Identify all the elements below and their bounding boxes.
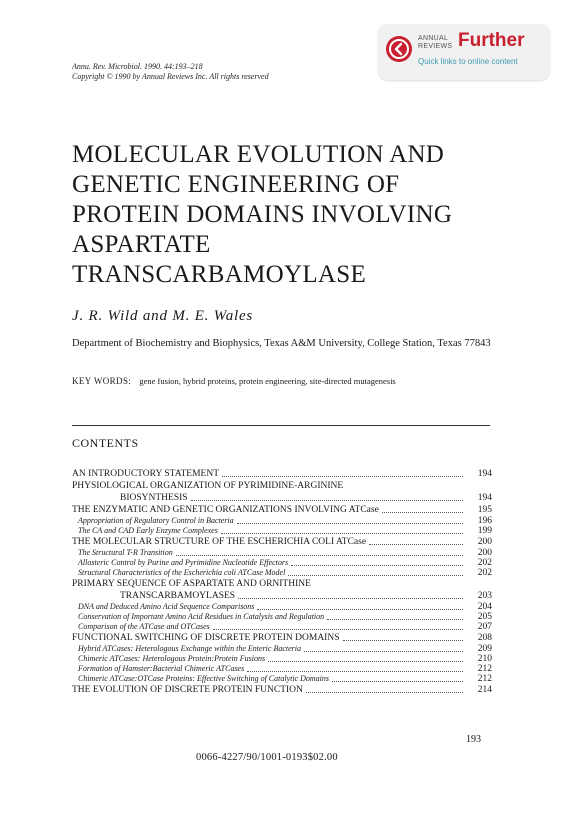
toc-leader-dots [306, 687, 463, 694]
toc-subsection-entry[interactable] [72, 644, 492, 654]
toc-subsection-entry[interactable] [72, 516, 492, 526]
toc-leader-dots [213, 624, 463, 630]
toc-subsection-entry[interactable] [72, 654, 492, 664]
toc-subsection-entry[interactable] [72, 548, 492, 558]
article-price-code: 0066-4227/90/1001-0193$02.00 [196, 752, 338, 763]
toc-entry-title: THE EVOLUTION OF DISCRETE PROTEIN FUNCTION [72, 685, 303, 695]
toc-section-entry[interactable] [72, 504, 492, 516]
page-number: 193 [466, 734, 481, 745]
key-words-label: KEY WORDS: [72, 376, 132, 386]
toc-page-number: 194 [477, 469, 492, 479]
toc-entry-title: PRIMARY SEQUENCE OF ASPARTATE AND ORNITHINE [72, 579, 311, 589]
toc-page-number: 200 [477, 537, 492, 547]
section-divider [72, 425, 490, 426]
article-title [72, 140, 502, 290]
toc-page-number: 212 [477, 674, 492, 684]
toc-leader-dots [221, 528, 463, 534]
table-of-contents [72, 468, 492, 696]
toc-subsection-entry[interactable] [72, 674, 492, 684]
toc-entry-title: Chimeric ATCase:OTCase Proteins: Effective Switching of Catalytic Domains [78, 674, 330, 683]
toc-entry-title: The CA and CAD Early Enzyme Complexes [78, 526, 218, 535]
toc-leader-dots [268, 656, 463, 662]
title-line: PROTEIN DOMAINS INVOLVING [72, 201, 453, 228]
toc-leader-dots [176, 550, 463, 556]
toc-leader-dots [369, 539, 463, 546]
toc-leader-dots [237, 518, 463, 524]
toc-subsection-entry[interactable] [72, 558, 492, 568]
toc-section-entry[interactable] [72, 492, 492, 504]
toc-section-entry[interactable] [72, 632, 492, 644]
toc-entry-title: DNA and Deduced Amino Acid Sequence Comparisons [78, 602, 255, 611]
toc-entry-title: THE ENZYMATIC AND GENETIC ORGANIZATIONS INVOLVING ATCase [72, 505, 379, 515]
play-arrow-icon [386, 36, 412, 62]
toc-page-number: 207 [477, 622, 492, 632]
toc-page-number: 203 [477, 591, 492, 601]
toc-entry-title: THE MOLECULAR STRUCTURE OF THE ESCHERICHIA COLI ATCase [72, 537, 367, 547]
toc-entry-title: Chimeric ATCases: Heterologous Protein:Protein Fusions [78, 654, 266, 663]
toc-entry-title: The Structural T-R Transition [78, 548, 173, 557]
toc-section-entry[interactable] [72, 684, 492, 696]
toc-subsection-entry[interactable] [72, 664, 492, 674]
toc-section-entry[interactable] [72, 590, 492, 602]
toc-leader-dots [238, 593, 463, 600]
annual-reviews-further-badge[interactable] [378, 24, 550, 80]
title-line: TRANSCARBAMOYLASE [72, 261, 367, 288]
key-words-text: gene fusion, hybrid proteins, protein engineering, site-directed mutagenesis [139, 376, 396, 386]
toc-page-number: 212 [477, 664, 492, 674]
toc-leader-dots [291, 560, 463, 566]
toc-entry-title: Hybrid ATCases: Heterologous Exchange within the Enteric Bacteria [78, 644, 301, 653]
toc-subsection-entry[interactable] [72, 602, 492, 612]
toc-leader-dots [343, 635, 464, 642]
toc-page-number: 199 [477, 526, 492, 536]
toc-entry-title: PHYSIOLOGICAL ORGANIZATION OF PYRIMIDINE-ARGININE [72, 481, 344, 491]
toc-entry-title: Conservation of Important Amino Acid Residues in Catalysis and Regulation [78, 612, 325, 621]
toc-leader-dots [332, 676, 463, 682]
toc-entry-title: Formation of Hamster:Bacterial Chimeric ATCases [78, 664, 245, 673]
toc-page-number: 209 [477, 644, 492, 654]
title-line: ASPARTATE [72, 231, 211, 258]
key-words [72, 376, 502, 386]
title-line: MOLECULAR EVOLUTION AND [72, 141, 445, 168]
toc-page-number: 210 [477, 654, 492, 664]
toc-page-number: 195 [477, 505, 492, 515]
toc-entry-title: FUNCTIONAL SWITCHING OF DISCRETE PROTEIN DOMAINS [72, 633, 340, 643]
copyright-line: Copyright © 1990 by Annual Reviews Inc. All rights reserved [72, 72, 269, 81]
toc-subsection-entry[interactable] [72, 568, 492, 578]
toc-page-number: 202 [477, 568, 492, 578]
toc-entry-title: BIOSYNTHESIS [120, 493, 188, 503]
article-authors: J. R. Wild and M. E. Wales [72, 308, 254, 324]
toc-entry-title: Structural Characteristics of the Escherichia coli ATCase Model [78, 568, 286, 577]
toc-section-entry[interactable] [72, 536, 492, 548]
toc-entry-title: Comparison of the ATCase and OTCases [78, 622, 210, 631]
toc-section-entry[interactable] [72, 480, 492, 492]
toc-section-entry[interactable] [72, 578, 492, 590]
toc-page-number: 214 [477, 685, 492, 695]
toc-leader-dots [304, 646, 463, 652]
badge-further-label: Further [458, 30, 525, 51]
toc-entry-title: Allosteric Control by Purine and Pyrimidine Nucleotide Effectors [78, 558, 289, 567]
author-affiliation: Department of Biochemistry and Biophysics, Texas A&M University, College Station, Texas 77843 [72, 338, 491, 349]
toc-page-number: 196 [477, 516, 492, 526]
toc-subsection-entry[interactable] [72, 622, 492, 632]
citation-line: Annu. Rev. Microbiol. 1990. 44:193–218 [72, 62, 203, 71]
badge-annual-reviews-label: ANNUAL REVIEWS [418, 35, 453, 50]
contents-heading: CONTENTS [72, 436, 139, 450]
toc-page-number: 204 [477, 602, 492, 612]
toc-entry-title: AN INTRODUCTORY STATEMENT [72, 469, 220, 479]
toc-leader-dots [327, 614, 463, 620]
toc-leader-dots [257, 604, 463, 610]
badge-subtitle: Quick links to online content [418, 57, 518, 66]
toc-page-number: 208 [477, 633, 492, 643]
journal-citation [72, 62, 269, 82]
toc-page-number: 194 [477, 493, 492, 503]
toc-leader-dots [247, 666, 463, 672]
toc-leader-dots [191, 495, 463, 502]
toc-subsection-entry[interactable] [72, 526, 492, 536]
toc-subsection-entry[interactable] [72, 612, 492, 622]
title-line: GENETIC ENGINEERING OF [72, 171, 400, 198]
toc-page-number: 205 [477, 612, 492, 622]
toc-leader-dots [222, 471, 463, 478]
toc-page-number: 202 [477, 558, 492, 568]
toc-section-entry[interactable] [72, 468, 492, 480]
toc-leader-dots [382, 507, 463, 514]
toc-leader-dots [288, 570, 463, 576]
toc-entry-title: TRANSCARBAMOYLASES [120, 591, 236, 601]
toc-entry-title: Appropriation of Regulatory Control in Bacteria [78, 516, 234, 525]
toc-page-number: 200 [477, 548, 492, 558]
